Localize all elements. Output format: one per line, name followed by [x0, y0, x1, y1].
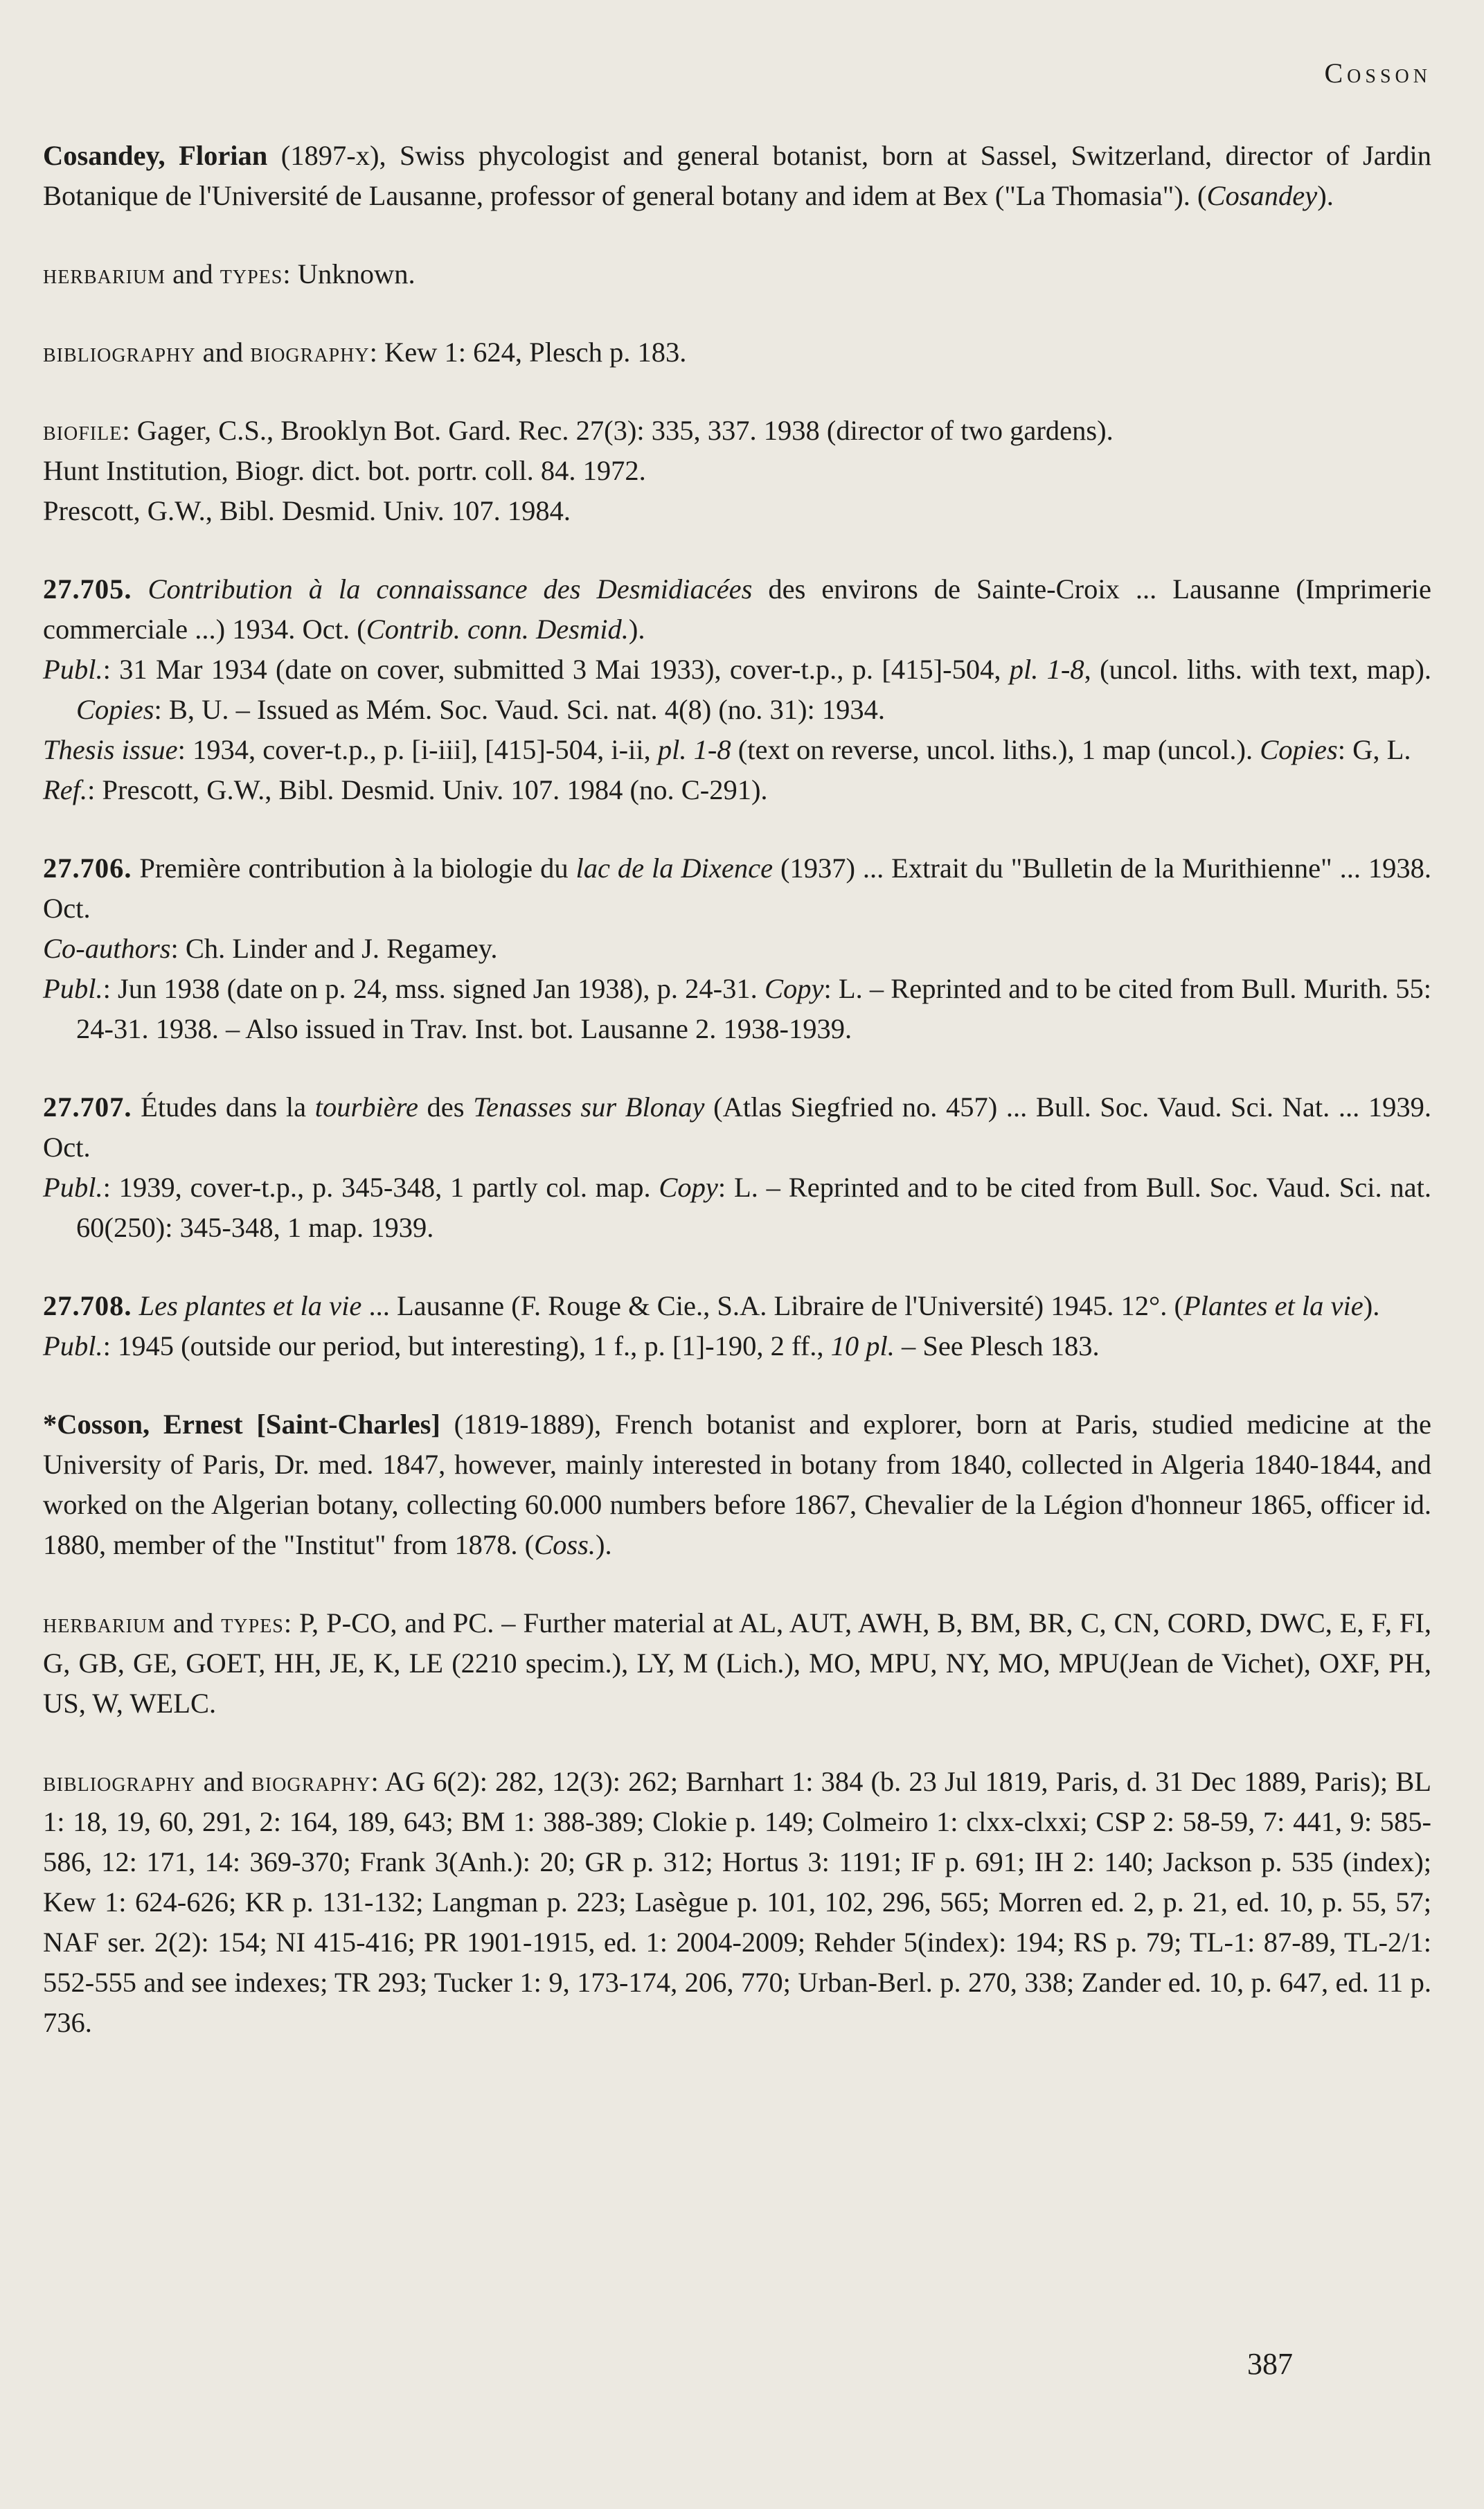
entry-27-705-publ: Publ.: 31 Mar 1934 (date on cover, submitted 3 Mai 1933), cover-t.p., p. [415]-504, pl. 1-8, (uncol. liths. with text, map). Copies: B, U. – Issued as Mém. Soc. Vaud. Sci. nat. 4(8) (no. 31): 1934.: [43, 654, 1431, 725]
cosson-abbr: Coss.: [534, 1529, 596, 1560]
cosandey-abbr: Cosandey: [1206, 180, 1318, 211]
cosandey-biofile-1: biofile: Gager, C.S., Brooklyn Bot. Gard. Rec. 27(3): 335, 337. 1938 (director of two gardens).: [43, 415, 1114, 446]
cosandey-biofile-2: Hunt Institution, Biogr. dict. bot. portr. coll. 84. 1972.: [43, 455, 646, 486]
entry-27-706-publ: Publ.: Jun 1938 (date on p. 24, mss. signed Jan 1938), p. 24-31. Copy: L. – Reprinted and to be cited from Bull. Murith. 55: 24-31. 1938. – Also issued in Trav. Inst. bot. Lausanne 2. 1938-1939.: [43, 973, 1432, 1044]
cosandey-herbarium: herbarium and types: Unknown.: [43, 258, 415, 289]
entry-27-705-ref: Ref.: Prescott, G.W., Bibl. Desmid. Univ. 107. 1984 (no. C-291).: [43, 774, 768, 805]
entry-27-707-publ: Publ.: 1939, cover-t.p., p. 345-348, 1 partly col. map. Copy: L. – Reprinted and to be cited from Bull. Soc. Vaud. Sci. nat. 60(250): 345-348, 1 map. 1939.: [43, 1172, 1431, 1243]
cosson-name: *Cosson, Ernest [Saint-Charles]: [43, 1409, 440, 1440]
entry-27-705-title: 27.705. Contribution à la connaissance des Desmidiacées des environs de Sainte-Croix ... Lausanne (Imprimerie commerciale ...) 1934. Oct. (Contrib. conn. Desmid.).: [43, 573, 1432, 645]
entry-27-706-title: 27.706. Première contribution à la biologie du lac de la Dixence (1937) ... Extrait du "Bulletin de la Murithienne" ... 1938. Oct.: [43, 852, 1432, 924]
cosson-bibliography: bibliography and biography: AG 6(2): 282, 12(3): 262; Barnhart 1: 384 (b. 23 Jul 1819, Paris, d. 31 Dec 1889, Paris); BL 1: 18, 19, 60, 291, 2: 164, 189, 643; BM 1: 388-389; Clokie p. 149; Colmeiro 1: clxx-clxxi; CSP 2: 58-59, 7: 441, 9: 585-586, 12: 171, 14: 369-370; Frank 3(Anh.): 20; GR p. 312; Hortus 3: 1191; IF p. 691; IH 2: 140; Jackson p. 535 (index); Kew 1: 624-626; KR p. 131-132; Langman p. 223; Lasègue p. 101, 102, 296, 565; Morren ed. 2, p. 21, ed. 10, p. 55, 57; NAF ser. 2(2): 154; NI 415-416; PR 1901-1915, ed. 1: 2004-2009; Rehder 5(index): 194; RS p. 79; TL-1: 87-89, TL-2/1: 552-555 and see indexes; TR 293; Tucker 1: 9, 173-174, 206, 770; Urban-Berl. p. 270, 338; Zander ed. 10, p. 647, ed. 11 p. 736.: [43, 1766, 1431, 2038]
page-number: 387: [1247, 2347, 1293, 2381]
page-content: [43, 136, 1431, 2043]
entry-27-708-publ: Publ.: 1945 (outside our period, but interesting), 1 f., p. [1]-190, 2 ff., 10 pl. – See Plesch 183.: [43, 1330, 1100, 1361]
cosandey-bibliography: bibliography and biography: Kew 1: 624, Plesch p. 183.: [43, 337, 687, 368]
entry-27-708-title: 27.708. Les plantes et la vie ... Lausanne (F. Rouge & Cie., S.A. Libraire de l'Université) 1945. 12°. (Plantes et la vie).: [43, 1290, 1380, 1321]
cosandey-name: Cosandey, Florian: [43, 140, 268, 171]
cosson-herbarium: herbarium and types: P, P-CO, and PC. – Further material at AL, AUT, AWH, B, BM, BR, C, CN, CORD, DWC, E, F, FI, G, GB, GE, GOET, HH, JE, K, LE (2210 specim.), LY, M (Lich.), MO, MPU, NY, MO, MPU(Jean de Vichet), OXF, PH, US, W, WELC.: [43, 1607, 1431, 1719]
cosandey-biofile-3: Prescott, G.W., Bibl. Desmid. Univ. 107. 1984.: [43, 495, 571, 526]
running-head: Cosson: [1324, 57, 1431, 89]
entry-27-705-thesis: Thesis issue: 1934, cover-t.p., p. [i-iii], [415]-504, i-ii, pl. 1-8 (text on reverse, uncol. liths.), 1 map (uncol.). Copies: G, L.: [43, 734, 1411, 765]
entry-27-707-title: 27.707. Études dans la tourbière des Tenasses sur Blonay (Atlas Siegfried no. 457) ... Bull. Soc. Vaud. Sci. Nat. ... 1939. Oct.: [43, 1091, 1431, 1163]
cosandey-intro: Cosandey, Florian (1897-x), Swiss phycologist and general botanist, born at Sassel, Switzerland, director of Jardin Botanique de l'Université de Lausanne, professor of general botany and idem at Bex ("La Thomasia"). (Cosandey).: [43, 140, 1432, 211]
cosson-intro: *Cosson, Ernest [Saint-Charles] (1819-1889), French botanist and explorer, born at Paris, studied medicine at the University of Paris, Dr. med. 1847, however, mainly interested in botany from 1840, collected in Algeria 1840-1844, and worked on the Algerian botany, collecting 60.000 numbers before 1867, Chevalier de la Légion d'honneur 1865, officer id. 1880, member of the "Institut" from 1878. (Coss.).: [43, 1409, 1432, 1560]
entry-27-706-coauthors: Co-authors: Ch. Linder and J. Regamey.: [43, 933, 498, 964]
